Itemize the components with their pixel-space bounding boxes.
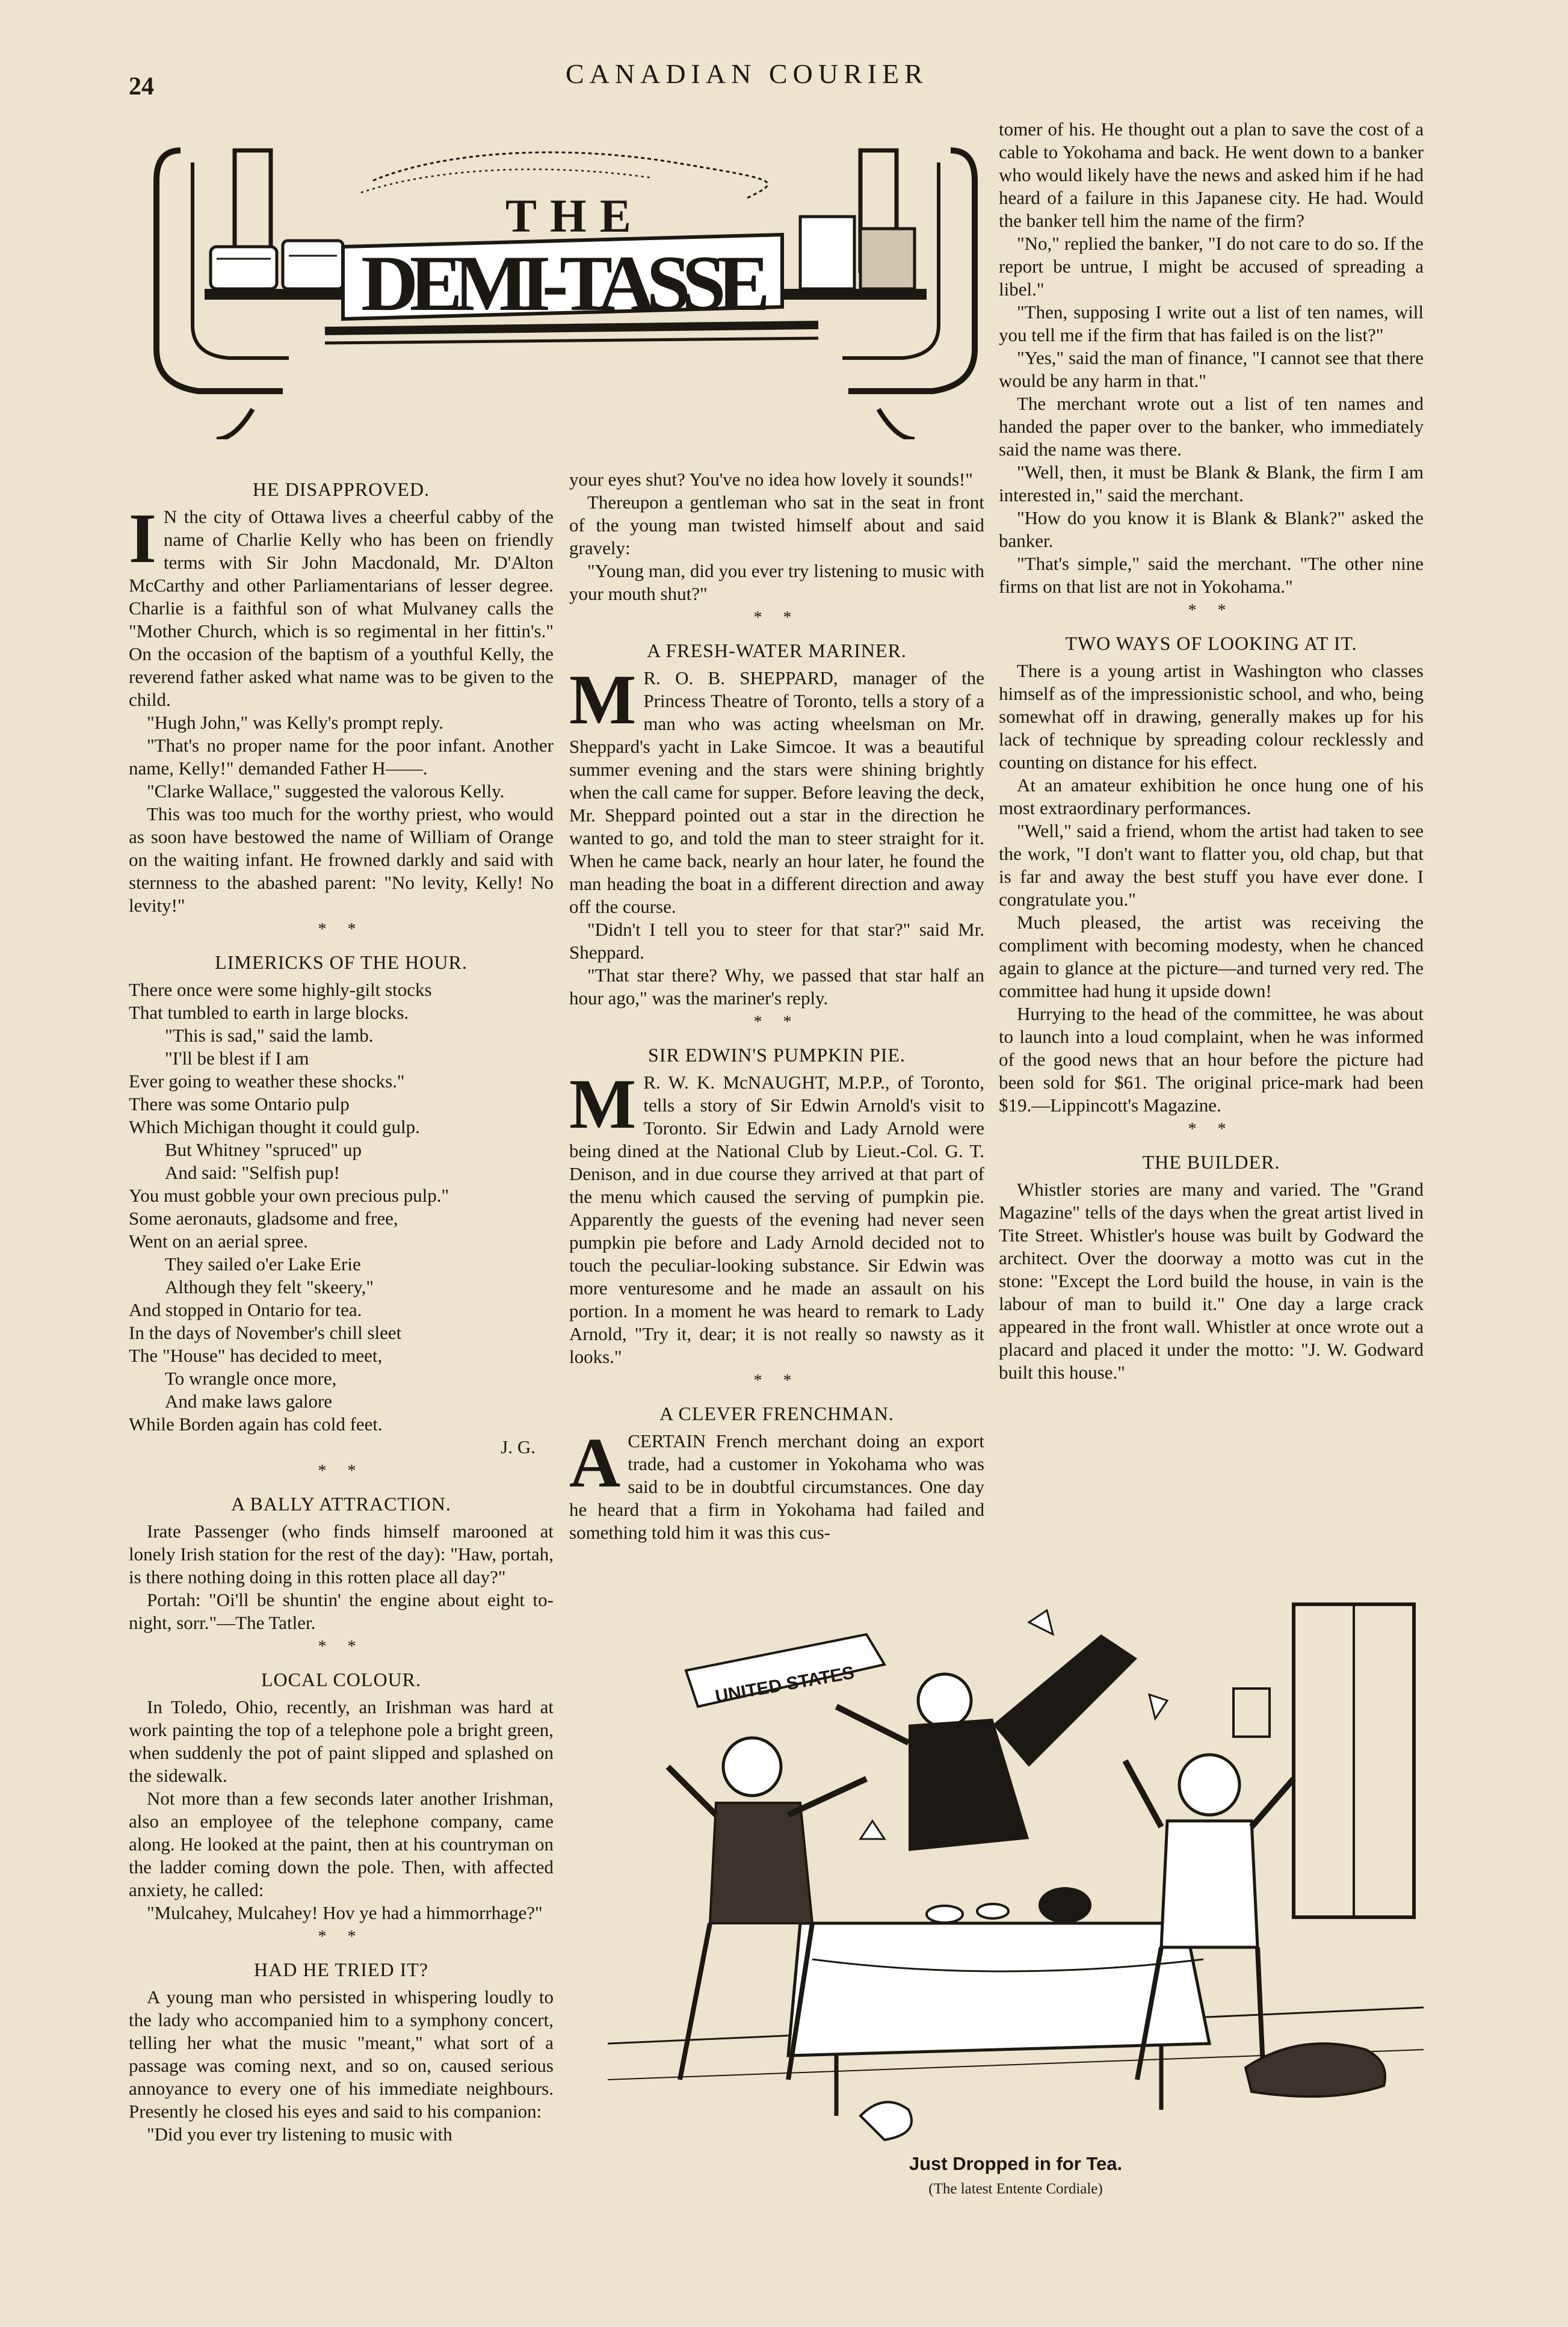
paragraph: Much pleased, the artist was receiving the compliment with becoming modesty, when he chanced again to glance at the picture—and turned very red. The committee had hung it upside down! [999,912,1424,1001]
paragraph: M R. W. K. McNAUGHT, M.P.P., of Toronto, tells a story of Sir Edwin Arnold's visit to Toronto. Sir Edwin and Lady Arnold were being dined at the National Club by Lieut.-Col. G. T. Denison, and in due course they arrived at that part of the menu which caused the serving of pumpkin pie. Apparently the guests of the evening had never seen pumpkin pie before and Lady Arnold decided not to touch the peculiar-looking substance. Sir Edwin was more venturesome and he made an assault on his portion. In a moment he was heard to remark to Lady Arnold, "Try it, dear; it is not really so nawsty as it looks." [569,1065,984,1367]
paragraph: "Yes," said the man of finance, "I cannot see that there would be any harm in that." [999,347,1424,391]
paragraph: Whistler stories are many and varied. The "Grand Magazine" tells of the days when the great artist lived in Tite Street. Whistler's house was built by Godward the architect. Over the doorway a motto was cut in the stone: "Except the Lord build the house, in vain is the labour of man to build it." One day a large crack appeared in the front wall. Whistler at once wrote out a placard and placed it under the motto: "J. W. Godward built this house." [999,1179,1424,1383]
paragraph: "No," replied the banker, "I do not care to do so. If the report be untrue, I might be accused of spreading a libel." [999,233,1424,300]
heading-pumpkin-pie: SIR EDWIN'S PUMPKIN PIE. [647,1044,906,1066]
paragraph: Irate Passenger (who finds himself marooned at lonely Irish station for the rest of the day): "Haw, portah, is there nothing doing in this rotten place all day?" [129,1521,554,1587]
paragraph: tomer of his. He thought out a plan to save the cost of a cable to Yokohama and back. He went down to a banker who would likely have the news and asked him if he had heard of a failure in this Japanese city. He had. Would the banker tell him the name of the firm? [999,119,1424,231]
paragraph: In Toledo, Ohio, recently, an Irishman was hard at work painting the top of a telephone pole a bright green, when suddenly the pot of paint slipped and splashed on the sidewalk. [129,1696,554,1786]
section-divider: * * [753,608,800,627]
paragraph: "Hugh John," was Kelly's prompt reply. [147,712,443,733]
paragraph: The merchant wrote out a list of ten names and handed the paper over to the banker, who immediately said the name was there. [999,393,1424,460]
paragraph: "Young man, did you ever try listening to music with your mouth shut?" [569,560,984,604]
section-divider: * * [753,1371,800,1390]
paragraph: "That's simple," said the merchant. "The other nine firms on that list are not in Yokohama." [999,553,1424,597]
section-divider: * * [318,1462,365,1480]
paragraph: "That star there? Why, we passed that star half an hour ago," was the mariner's reply. [569,965,984,1009]
column-2 [569,468,984,1544]
paragraph: "Well, then, it must be Blank & Blank, the firm I am interested in," said the merchant. [999,462,1424,505]
heading-had-he-tried-it: HAD HE TRIED IT? [253,1959,428,1980]
heading-clever-frenchman: A CLEVER FRENCHMAN. [659,1403,894,1424]
paragraph: "Then, supposing I write out a list of ten names, will you tell me if the firm that has failed is on the list?" [999,301,1424,345]
paragraph: Thereupon a gentleman who sat in the seat in front of the young man twisted himself about and said gravely: [569,492,984,558]
drop-cap: M [569,1065,637,1143]
page-number: 24 [129,73,154,100]
paragraph: At an amateur exhibition he once hung one of his most extraordinary performances. [999,774,1424,818]
section-divider: * * [318,920,365,939]
tea-party-cartoon [608,1586,1424,2158]
paragraph: A young man who persisted in whispering loudly to the lady who accompanied him to a symphony concert, telling her what the music "meant," what sort of a passage was coming next, and so on, caused serious annoyance to every one of his immediate neighbours. Presently he closed his eyes and said to his companion: [129,1986,554,2122]
paragraph: This was too much for the worthy priest, who would as soon have bestowed the name of William of Orange on the waiting infant. He frowned darkly and said with sternness to the abashed parent: "No levity, Kelly! No levity!" [129,803,554,916]
column-1 [129,468,554,2146]
heading-two-ways: TWO WAYS OF LOOKING AT IT. [1065,632,1357,654]
limerick-signature: J. G. [501,1436,536,1457]
paragraph: Not more than a few seconds later another Irishman, also an employee of the telephone company, came along. He looked at the paint, then at his countryman on the ladder coming down the pole. Then, with affected anxiety, he called: [129,1788,554,1900]
paragraph: Hurrying to the head of the committee, he was about to launch into a loud complaint, when he was informed of the good news that an hour before the picture had been sold for $61. The original price-mark had been $19.—Lippincott's Magazine. [999,1003,1424,1116]
paragraph: "Did you ever try listening to music with [147,2124,452,2145]
paragraph: "Didn't I tell you to steer for that star?" said Mr. Sheppard. [569,919,984,963]
heading-he-disapproved: HE DISAPPROVED. [252,478,430,500]
paragraph: ACERTAIN French merchant doing an export trade, had a customer in Yokohama who was said to be in doubtful circumstances. One day he heard that a firm in Yokohama had failed and something told him it was this cus- [569,1423,984,1543]
paragraph: There is a young artist in Washington who classes himself as of the impressionistic school, and who, being somewhat off in drawing, generally makes up for his lack of technique by spreading colour recklessly and counting on distance for his effect. [999,660,1424,773]
paragraph: "Clarke Wallace," suggested the valorous Kelly. [147,780,505,802]
masthead: CANADIAN COURIER [566,58,928,89]
heading-fresh-water-mariner: A FRESH-WATER MARINER. [647,640,907,661]
column-3 [999,118,1424,1384]
limerick-2: There was some Ontario pulp Which Michigan thought it could gulp. But Whitney "spruced" up And said: "Selfish pup! You must gobble your own precious pulp." [129,1093,449,1206]
section-divider: * * [1188,601,1235,620]
paragraph: "Mulcahey, Mulcahey! Hov ye had a himmorrhage?" [147,1902,543,1923]
limerick-1: There once were some highly-gilt stocks That tumbled to earth in large blocks. "This is sad," said the lamb. "I'll be blest if I am Ever going to weather these shocks." [129,979,432,1092]
cartoon-banner-text: UNITED STATES [714,1663,856,1707]
section-divider: * * [318,1927,365,1946]
paragraph: M R. O. B. SHEPPARD, manager of the Princess Theatre of Toronto, tells a story of a man who was acting wheelsman on Mr. Sheppard's yacht in Lake Simcoe. It was a beautiful summer evening and the stars were shining brightly when the call came for supper. Before leaving the deck, Mr. Sheppard pointed out a star in the direction he wanted to go, and told the man to steer straight for it. When he came back, nearly an hour later, he found the man heading the boat in a different direction and away off the course. [569,660,984,917]
cartoon-caption-block [608,2153,1424,2198]
header-title-top: THE [505,190,644,242]
heading-limericks: LIMERICKS OF THE HOUR. [215,951,468,973]
section-divider: * * [1188,1120,1235,1139]
heading-the-builder: THE BUILDER. [1142,1151,1280,1173]
paragraph: your eyes shut? You've no idea how lovely it sounds!" [569,469,973,490]
cartoon-subcaption: (The latest Entente Cordiale) [928,2181,1103,2197]
limerick-3: Some aeronauts, gladsome and free, Went on an aerial spree. They sailed o'er Lake Erie Although they felt "skeery," And stopped in Ontario for tea. [129,1208,398,1320]
paragraph: "Well," said a friend, whom the artist had taken to see the work, "I don't want to flatter you, old chap, but that is far and away the best stuff you have ever done. I congratulate you." [999,820,1424,910]
limerick-4: In the days of November's chill sleet The "House" has decided to meet, To wrangle once more, And make laws galore While Borden again has cold feet. [129,1322,402,1435]
paragraph: "How do you know it is Blank & Blank?" asked the banker. [999,507,1424,551]
section-divider: * * [753,1013,800,1031]
paragraph: "That's no proper name for the poor infant. Another name, Kelly!" demanded Father H——. [129,735,554,779]
heading-bally-attraction: A BALLY ATTRACTION. [231,1493,451,1515]
header-title-main: DEMI-TASSE [361,239,770,327]
cartoon-caption: Just Dropped in for Tea. [909,2153,1123,2174]
demi-tasse-header-art [144,126,987,439]
section-divider: * * [318,1637,365,1656]
drop-cap: A [569,1423,621,1502]
paragraph: I N the city of Ottawa lives a cheerful cabby of the name of Charlie Kelly who has been on friendly terms with Sir John Macdonald, Mr. D'Alton McCarthy and other Parliamentarians of lesser degree. Charlie is a faithful son of what Mulvaney calls the "Mother Church, which is so regimental in her fittin's." On the occasion of the baptism of a youthful Kelly, the reverend father asked what name was to be given to the child. [129,499,554,710]
drop-cap: I [129,499,156,578]
heading-local-colour: LOCAL COLOUR. [261,1669,422,1690]
drop-cap: M [569,660,637,739]
paragraph: Portah: "Oi'll be shuntin' the engine about eight to-night, sorr."—The Tatler. [129,1589,554,1633]
